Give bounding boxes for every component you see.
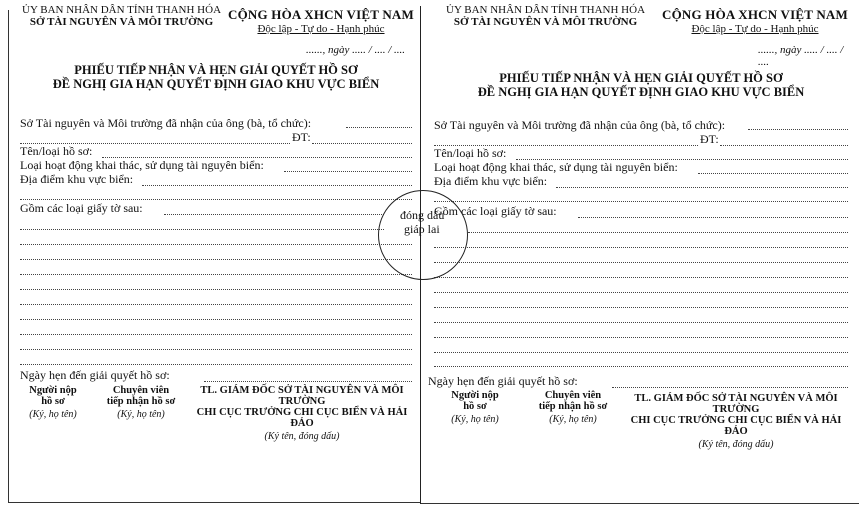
documents-blank-10[interactable] (20, 349, 412, 350)
submitter-role-2: hồ sơ (463, 401, 487, 412)
agency-line-1: ỦY BAN NHÂN DÂN TỈNH THANH HÓA (446, 4, 646, 16)
agency-line-1: ỦY BAN NHÂN DÂN TỈNH THANH HÓA (22, 4, 222, 16)
sea-location-blank-2[interactable] (20, 199, 412, 200)
documents-blank-11[interactable] (20, 364, 412, 365)
agency-line-2: SỞ TÀI NGUYÊN VÀ MÔI TRƯỜNG (453, 16, 638, 28)
date-line: ......, ngày ..... / .... / .... (306, 44, 405, 56)
documents-blank-5[interactable] (20, 274, 412, 275)
activity-type-blank[interactable] (284, 171, 412, 172)
officer-role-2: tiếp nhận hồ sơ (106, 396, 176, 407)
phone-label: ĐT: (700, 132, 719, 146)
documents-blank-3[interactable] (434, 247, 848, 248)
sea-location-label: Địa điểm khu vực biển: (20, 172, 134, 186)
officer-signature (528, 390, 618, 425)
national-motto (226, 8, 416, 36)
director-signature (618, 393, 854, 450)
officer-note: (Ký, họ tên) (549, 414, 597, 425)
nation-motto: Độc lập - Tự do - Hạnh phúc (691, 23, 819, 35)
seal-text-line-1: đóng dấu (400, 208, 445, 222)
sea-location-blank[interactable] (556, 187, 848, 188)
slip-title-line-2: ĐỀ NGHỊ GIA HẠN QUYẾT ĐỊNH GIAO KHU VỰC BIỂN (477, 85, 805, 99)
documents-blank-2[interactable] (468, 232, 848, 233)
submitter-note: (Ký, họ tên) (451, 414, 499, 425)
documents-label: Gồm các loại giấy tờ sau: (20, 201, 143, 215)
documents-blank-10[interactable] (434, 352, 848, 353)
received-from-label: Sở Tài nguyên và Môi trường đã nhận của ông (bà, tổ chức): (434, 118, 726, 132)
nation-motto: Độc lập - Tự do - Hạnh phúc (257, 23, 385, 35)
dossier-type-label: Tên/loại hồ sơ: (434, 146, 507, 160)
phone-label: ĐT: (292, 130, 311, 144)
documents-blank-4[interactable] (20, 259, 412, 260)
right-receipt-slip (428, 0, 854, 520)
officer-note: (Ký, họ tên) (117, 409, 165, 420)
documents-blank-7[interactable] (20, 304, 412, 305)
phone-blank[interactable] (720, 145, 848, 146)
documents-blank-11[interactable] (434, 366, 848, 367)
phone-blank[interactable] (312, 143, 412, 144)
activity-type-label: Loại hoạt động khai thác, sử dụng tài nguyên biển: (434, 160, 678, 174)
sea-location-label: Địa điểm khu vực biển: (434, 174, 548, 188)
submitter-role-2: hồ sơ (41, 396, 65, 407)
date-line: ......, ngày ..... / .... / .... (758, 44, 844, 68)
documents-blank-6[interactable] (434, 292, 848, 293)
officer-role-1: Chuyên viên (112, 385, 170, 396)
appointment-blank[interactable] (612, 387, 848, 388)
submitter-role-1: Người nộp (451, 390, 499, 401)
officer-role-2: tiếp nhận hồ sơ (538, 401, 608, 412)
director-signature (184, 385, 420, 442)
documents-blank-1[interactable] (164, 214, 384, 215)
slip-title-line-1: PHIẾU TIẾP NHẬN VÀ HẸN GIẢI QUYẾT HỒ SƠ (499, 71, 783, 85)
activity-type-blank[interactable] (698, 173, 848, 174)
director-role-2: CHI CỤC TRƯỞNG CHI CỤC BIỂN VÀ HẢI ĐẢO (196, 407, 408, 429)
appointment-blank[interactable] (204, 381, 412, 382)
agency-line-2: SỞ TÀI NGUYÊN VÀ MÔI TRƯỜNG (29, 16, 214, 28)
received-from-label: Sở Tài nguyên và Môi trường đã nhận của ông (bà, tổ chức): (20, 116, 312, 130)
nation-name: CỘNG HÒA XHCN VIỆT NAM (662, 7, 848, 22)
director-role-1: TL. GIÁM ĐỐC SỞ TÀI NGUYÊN VÀ MÔI TRƯỜNG (200, 385, 404, 407)
documents-blank-4[interactable] (434, 262, 848, 263)
received-from-blank[interactable] (748, 129, 848, 130)
documents-blank-5[interactable] (434, 277, 848, 278)
nation-name: CỘNG HÒA XHCN VIỆT NAM (228, 7, 414, 22)
slip-title-line-1: PHIẾU TIẾP NHẬN VÀ HẸN GIẢI QUYẾT HỒ SƠ (74, 63, 358, 77)
submitter-signature (24, 385, 82, 420)
received-from-blank[interactable] (346, 127, 412, 128)
director-role-2: CHI CỤC TRƯỞNG CHI CỤC BIỂN VÀ HẢI ĐẢO (630, 415, 842, 437)
documents-blank-8[interactable] (20, 319, 412, 320)
director-note: (Ký tên, đóng dấu) (264, 431, 340, 442)
agency-header (22, 4, 221, 28)
national-motto (660, 8, 850, 36)
submitter-note: (Ký, họ tên) (29, 409, 77, 420)
director-note: (Ký tên, đóng dấu) (698, 439, 774, 450)
documents-blank-6[interactable] (20, 289, 412, 290)
sea-location-blank-2[interactable] (434, 201, 848, 202)
submitter-signature (446, 390, 504, 425)
documents-blank-1[interactable] (578, 217, 848, 218)
documents-blank-3[interactable] (20, 244, 412, 245)
director-role-1: TL. GIÁM ĐỐC SỞ TÀI NGUYÊN VÀ MÔI TRƯỜNG (634, 393, 838, 415)
left-receipt-slip (14, 0, 418, 520)
documents-blank-9[interactable] (20, 334, 412, 335)
documents-blank-2[interactable] (20, 229, 384, 230)
documents-blank-8[interactable] (434, 322, 848, 323)
appointment-label: Ngày hẹn đến giải quyết hồ sơ: (20, 368, 170, 382)
slip-title-line-2: ĐỀ NGHỊ GIA HẠN QUYẾT ĐỊNH GIAO KHU VỰC BIỂN (52, 77, 380, 91)
officer-role-1: Chuyên viên (544, 390, 602, 401)
documents-label: Gồm các loại giấy tờ sau: (434, 204, 557, 218)
seal-text-line-2: giáp lai (404, 222, 440, 236)
documents-blank-9[interactable] (434, 337, 848, 338)
agency-header (446, 4, 645, 28)
dossier-type-label: Tên/loại hồ sơ: (20, 144, 93, 158)
officer-signature (96, 385, 186, 420)
sea-location-blank[interactable] (142, 185, 412, 186)
submitter-role-1: Người nộp (29, 385, 77, 396)
appointment-label: Ngày hẹn đến giải quyết hồ sơ: (428, 374, 578, 388)
documents-blank-7[interactable] (434, 307, 848, 308)
activity-type-label: Loại hoạt động khai thác, sử dụng tài nguyên biển: (20, 158, 264, 172)
